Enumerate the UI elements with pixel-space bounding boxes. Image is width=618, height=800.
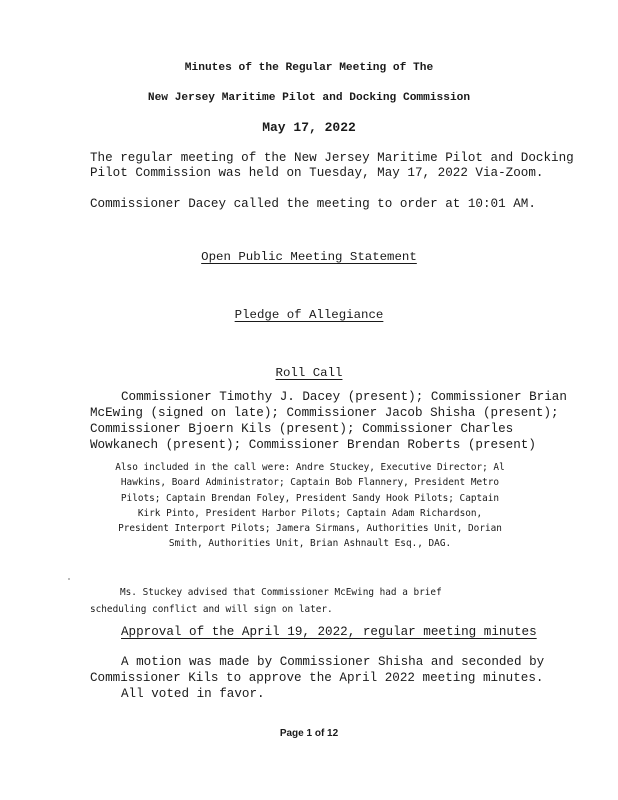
also-included-paragraph xyxy=(60,460,560,552)
section-heading-approval xyxy=(121,625,537,640)
intro-line: The regular meeting of the New Jersey Maritime Pilot and Docking xyxy=(90,151,574,165)
also-included-line: Pilots; Captain Brendan Foley, President Sandy Hook Pilots; Captain xyxy=(120,492,500,504)
roll-call-line: Wowkanech (present); Commissioner Brendan Roberts (present) xyxy=(90,438,536,452)
also-included-line: Smith, Authorities Unit, Brian Ashnault Esq., DAG. xyxy=(168,538,452,550)
stuckey-note-line: scheduling conflict and will sign on later. xyxy=(90,604,333,615)
section-heading-text: Pledge of Allegiance xyxy=(234,308,384,322)
page-number: Page 1 of 12 xyxy=(279,728,339,739)
commission-title: New Jersey Maritime Pilot and Docking Commission xyxy=(147,92,471,104)
also-included-line: President Interport Pilots; Jamera Sirmans, Authorities Unit, Dorian xyxy=(118,523,502,535)
section-heading-text: Open Public Meeting Statement xyxy=(201,250,417,264)
roll-call-paragraph xyxy=(90,389,567,453)
section-heading-roll-call xyxy=(0,366,618,380)
intro-line: Pilot Commission was held on Tuesday, May 17, 2022 Via-Zoom. xyxy=(90,166,544,180)
minutes-title: Minutes of the Regular Meeting of The xyxy=(184,62,434,74)
section-heading-open-public xyxy=(0,250,618,264)
intro-paragraph xyxy=(90,151,574,181)
section-heading-pledge xyxy=(0,308,618,322)
scan-speck xyxy=(68,578,70,580)
motion-line: A motion was made by Commissioner Shisha and seconded by xyxy=(121,655,545,669)
motion-line: All voted in favor. xyxy=(121,687,265,701)
also-included-line: Also included in the call were: Andre Stuckey, Executive Director; Al xyxy=(115,462,505,473)
motion-paragraph xyxy=(90,654,544,702)
roll-call-line: McEwing (signed on late); Commissioner Jacob Shisha (present); xyxy=(90,406,559,420)
section-heading-text: Roll Call xyxy=(275,366,343,380)
roll-call-line: Commissioner Bjoern Kils (present); Commissioner Charles xyxy=(90,422,514,436)
also-included-line: Kirk Pinto, President Harbor Pilots; Captain Adam Richardson, xyxy=(137,507,483,519)
stuckey-note-line: Ms. Stuckey advised that Commissioner McEwing had a brief xyxy=(120,587,442,598)
also-included-line: Hawkins, Board Administrator; Captain Bob Flannery, President Metro xyxy=(120,477,500,489)
section-heading-text: Approval of the April 19, 2022, regular meeting minutes xyxy=(121,625,537,639)
stuckey-note xyxy=(90,584,442,618)
meeting-date: May 17, 2022 xyxy=(262,120,356,135)
roll-call-line: Commissioner Timothy J. Dacey (present); Commissioner Brian xyxy=(121,390,567,404)
motion-line: Commissioner Kils to approve the April 2022 meeting minutes. xyxy=(90,671,544,685)
call-to-order: Commissioner Dacey called the meeting to order at 10:01 AM. xyxy=(90,197,536,211)
